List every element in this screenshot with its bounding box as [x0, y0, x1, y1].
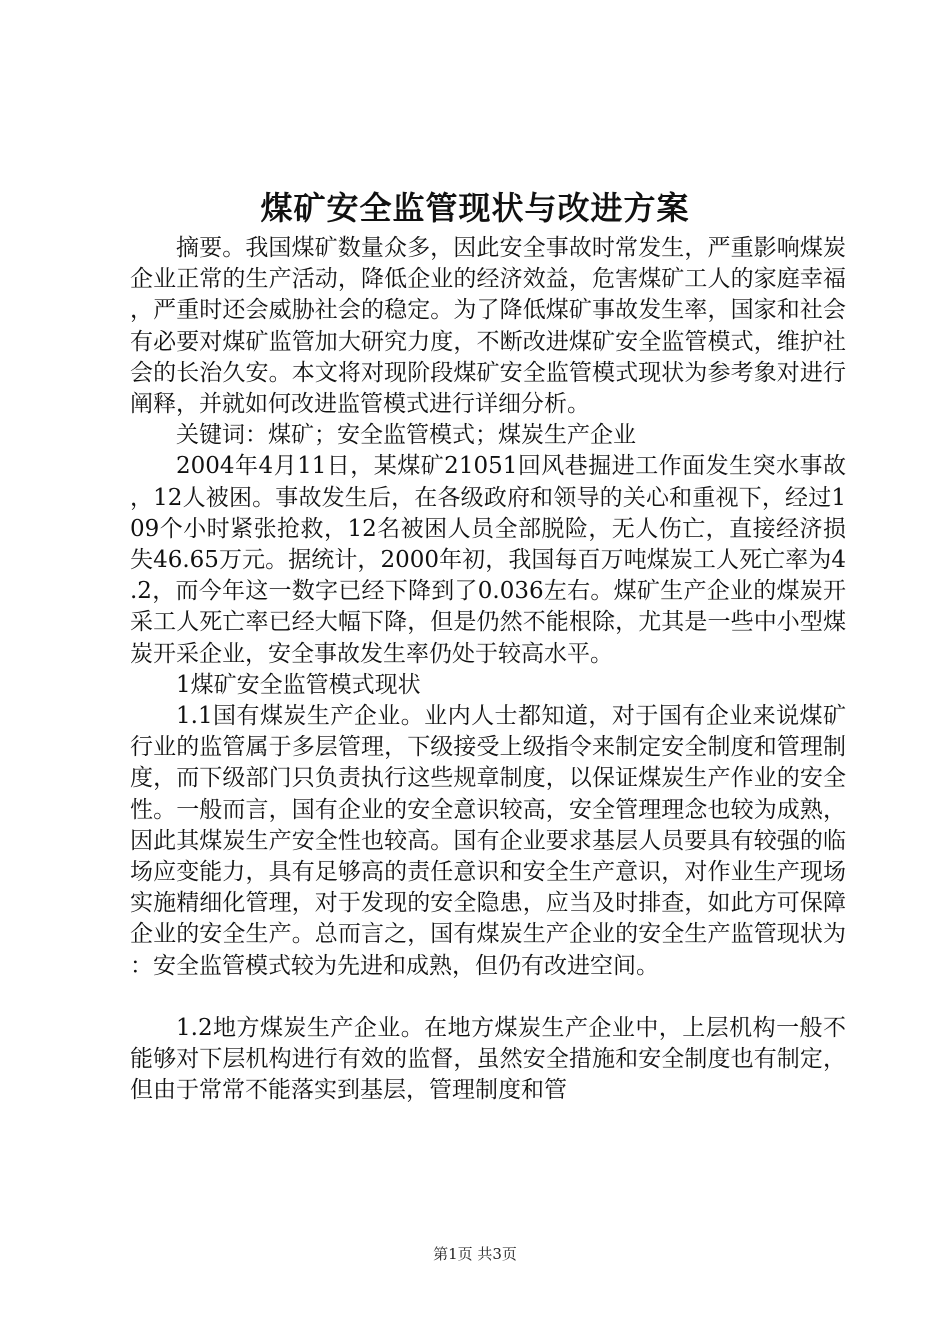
- abstract-paragraph: 摘要。我国煤矿数量众多，因此安全事故时常发生，严重影响煤炭企业正常的生产活动，降低企业的经济效益，危害煤矿工人的家庭幸福，严重时还会威胁社会的稳定。为了降低煤矿事故发生率，国家和社会有必要对煤矿监管加大研究力度，不断改进煤矿安全监管模式，维护社会的长治久安。本文将对现阶段煤矿安全监管模式现状为参考象对进行阐释，并就如何改进监管模式进行详细分析。: [130, 235, 846, 418]
- page-number-footer: 第1页 共3页: [433, 1245, 517, 1263]
- section-heading: 1煤矿安全监管模式现状: [176, 671, 421, 698]
- subsection-1-1-paragraph: 1.1国有煤炭生产企业。业内人士都知道，对于国有企业来说煤矿行业的监管属于多层管理，下级接受上级指令来制定安全制度和管理制度，而下级部门只负责执行这些规章制度，以保证煤炭生产作业的安全性。一般而言，国有企业的安全意识较高，安全管理理念也较为成熟，因此其煤炭生产安全性也较高。国有企业要求基层人员要具有较强的临场应变能力，具有足够高的责任意识和安全生产意识，对作业生产现场实施精细化管理，对于发现的安全隐患，应当及时排查，如此方可保障企业的安全生产。总而言之，国有煤炭生产企业的安全生产监管现状为：安全监管模式较为先进和成熟，但仍有改进空间。: [130, 703, 846, 979]
- document-body: [130, 233, 846, 1106]
- document-title: 煤矿安全监管现状与改进方案: [260, 189, 690, 227]
- subsection-1-2-paragraph: 1.2地方煤炭生产企业。在地方煤炭生产企业中，上层机构一般不能够对下层机构进行有效的监督，虽然安全措施和安全制度也有制定，但由于常常不能落实到基层，管理制度和管: [130, 1014, 846, 1104]
- incident-paragraph: 2004年4月11日，某煤矿21051回风巷掘进工作面发生突水事故，12人被困。事故发生后，在各级政府和领导的关心和重视下，经过109个小时紧张抢救，12名被困人员全部脱险，无人伤亡，直接经济损失46.65万元。据统计，2000年初，我国每百万吨煤炭工人死亡率为4.2，而今年这一数字已经下降到了0.036左右。煤矿生产企业的煤炭开采工人死亡率已经大幅下降，但是仍然不能根除，尤其是一些中小型煤炭开采企业，安全事故发生率仍处于较高水平。: [130, 453, 846, 667]
- keywords-paragraph: 关键词：煤矿；安全监管模式；煤炭生产企业: [176, 422, 636, 449]
